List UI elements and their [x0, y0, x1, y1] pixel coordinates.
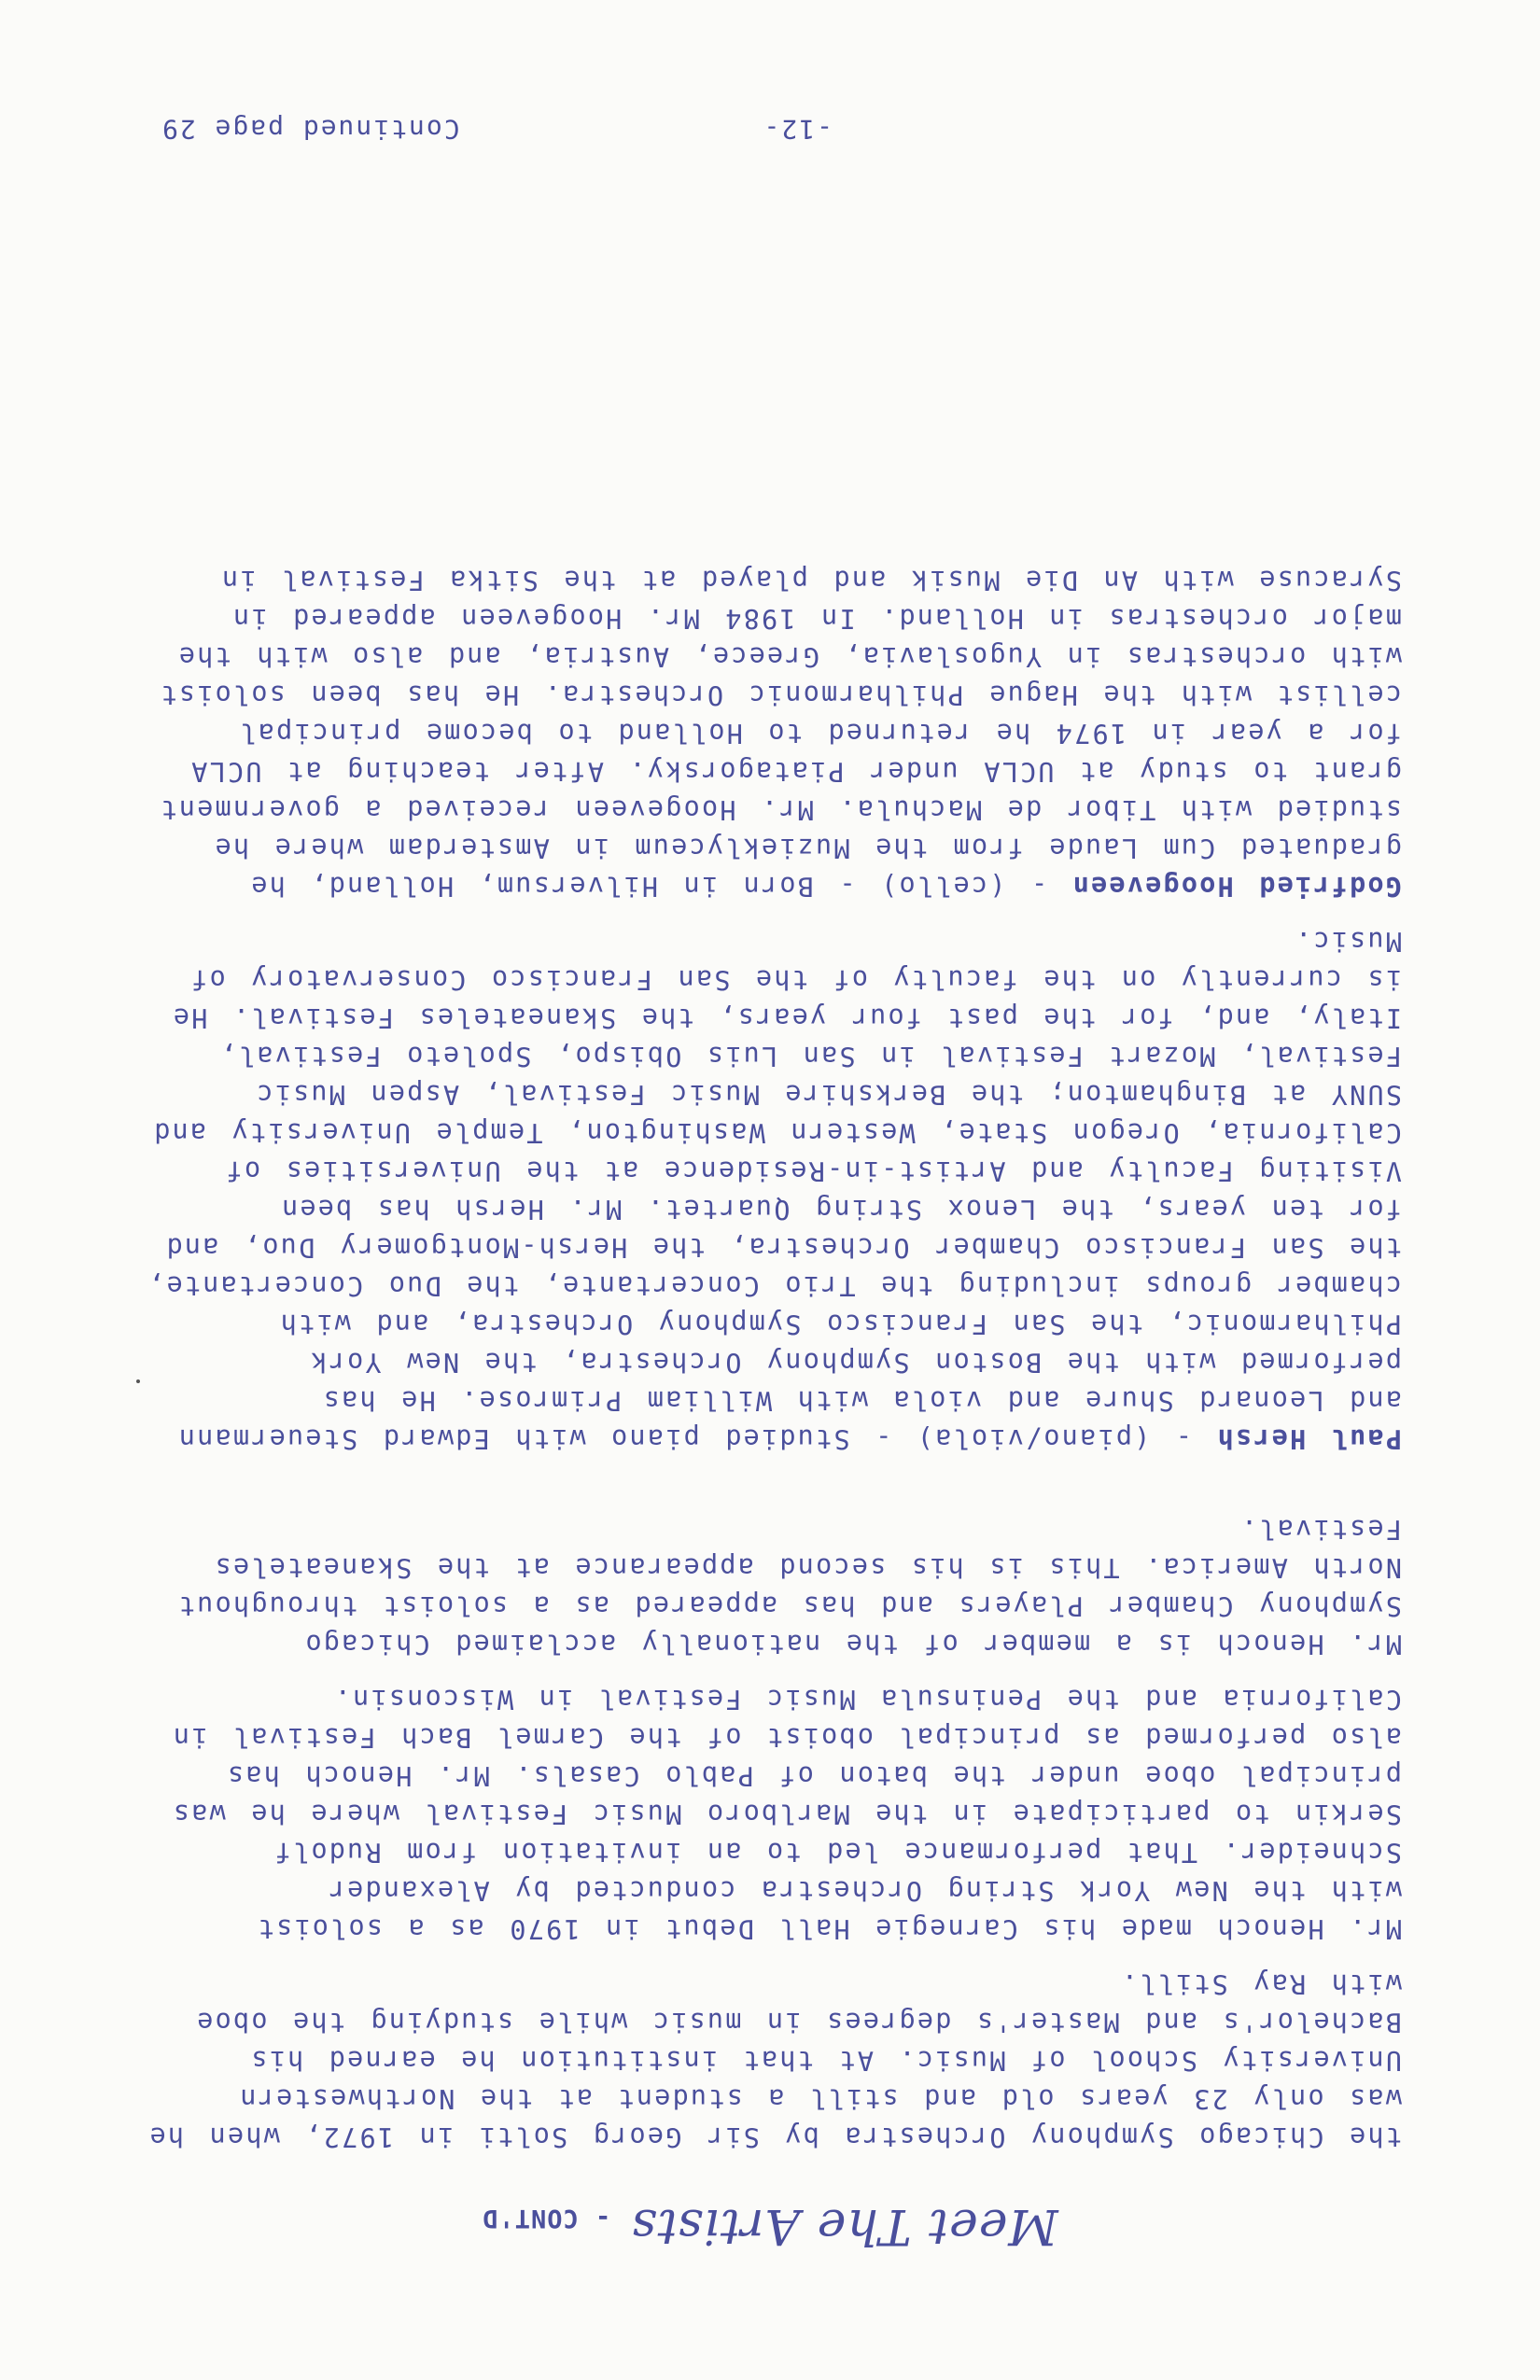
text-line: Schneider. That performance led to an invitation from Rudolf	[273, 1837, 1402, 1868]
text-line: grant to study at UCLA under Piatagorsky. After teaching at UCLA	[189, 756, 1402, 787]
text-line: California, Oregon State, Western Washington, Temple University and	[151, 1117, 1402, 1148]
text-line: SUNY at Binghamton; the Berkshire Music Festival, Aspen Music	[255, 1079, 1402, 1110]
text-line: the San Francisco Chamber Orchestra, the Hersh-Montgomery Duo, and	[164, 1232, 1402, 1263]
text-line: principal oboe under the baton of Pablo Casals. Mr. Henoch has	[225, 1760, 1402, 1791]
text-line: University School of Music. At that institution he earned his	[249, 2045, 1402, 2076]
body-text	[142, 544, 1402, 2156]
text-line	[142, 1420, 1402, 1458]
text-line: Festival, Mozart Festival in San Luis Obispo, Spoleto Festival,	[218, 1041, 1402, 1071]
text-line: Visiting Faculty and Artist-in-Residence at the Universities of	[224, 1155, 1402, 1186]
continued-note: Continued page 29	[161, 114, 460, 145]
text-line: Bachelor's and Master's degrees in music while studying the oboe	[195, 2007, 1402, 2037]
page-title: Meet The Artists	[630, 2198, 1058, 2254]
text-line: also performed as principal oboist of the Carmel Bach Festival in	[171, 1722, 1402, 1753]
text-line: with Ray Still.	[1119, 1968, 1402, 1999]
stray-mark	[136, 1379, 140, 1383]
text-line: with orchestras in Yugoslavia, Greece, Austria, and also with the	[176, 641, 1402, 672]
artist-intro: - (piano/viola) - Studied piano with Edward Steuermann	[176, 1423, 1216, 1454]
text-line: North America. This is his second appearance at the Skaneateles	[213, 1552, 1402, 1583]
text-line: Symphony Chamber Players and has appeared as a soloist throughout	[176, 1590, 1402, 1621]
paragraph-hoogeveen-bio	[142, 561, 1402, 905]
text-line: California and the Peninsula Music Festival in Wisconsin.	[332, 1684, 1402, 1715]
text-line: graduated Cum Laude from the Muzieklyceum in Amsterdam where he	[213, 833, 1402, 863]
text-line: with the New York String Orchestra conducted by Alexander	[327, 1875, 1402, 1906]
text-line: cellist with the Hague Philharmonic Orchestra. He has been soloist	[159, 679, 1402, 710]
page-header	[0, 2198, 1540, 2254]
artist-name: Godfried Hoogeveen	[1071, 871, 1402, 902]
text-line: Festival.	[1239, 1514, 1402, 1545]
text-line: Mr. Henoch made his Carnegie Hall Debut in 1970 as a soloist	[256, 1913, 1402, 1944]
page-number: -12-	[762, 114, 833, 145]
text-line: Italy, and, for the past four years, the Skaneateles Festival. He	[171, 1002, 1402, 1033]
text-line: major orchestras in Holland. In 1984 Mr. Hoogeveen appeared in	[231, 603, 1402, 634]
text-line: and Leonard Shure and viola with William Primrose. He has	[321, 1385, 1402, 1416]
artist-name: Paul Hersh	[1215, 1423, 1402, 1454]
paragraph-henoch-bio	[142, 1965, 1402, 2156]
text-line: is currently on the faculty of the San Francisco Conservatory of	[189, 964, 1402, 995]
title-continued-label: - CONT'D	[482, 2204, 611, 2233]
paragraph-henoch-member	[142, 1510, 1402, 1663]
artist-intro: - (cello) - Born in Hilversum, Holland, he	[249, 871, 1071, 902]
text-line: studied with Tibor de Machula. Mr. Hoogeveen received a government	[159, 794, 1402, 825]
text-line: Mr. Henoch is a member of the nationally acclaimed Chicago	[303, 1629, 1402, 1659]
text-line: Syracuse with An Die Musik and played at the Sitka Festival in	[219, 565, 1402, 595]
text-line: for ten years, the Lenox String Quartet. Mr. Hersh has been	[279, 1194, 1402, 1225]
text-line: the Chicago Symphony Orchestra by Sir Georg Solti in 1972, when he	[147, 2121, 1402, 2152]
text-line: was only 23 years old and still a student at the Northwestern	[238, 2083, 1402, 2114]
text-line: for a year in 1974 he returned to Holland to become principal	[238, 718, 1402, 749]
text-line: Serkin to participate in the Marlboro Music Festival where he was	[171, 1799, 1402, 1829]
text-line	[142, 867, 1402, 905]
text-line: Philharmonic, the San Francisco Symphony Orchestra, and with	[278, 1309, 1402, 1339]
text-line: chamber groups including the Trio Concertante, the Duo Concertante,	[146, 1270, 1402, 1301]
text-line: Music.	[1293, 926, 1402, 957]
text-line: performed with the Boston Symphony Orchestra, the New York	[309, 1347, 1402, 1378]
paragraph-henoch-carnegie	[142, 1680, 1402, 1948]
paragraph-hersh-bio	[142, 922, 1402, 1458]
